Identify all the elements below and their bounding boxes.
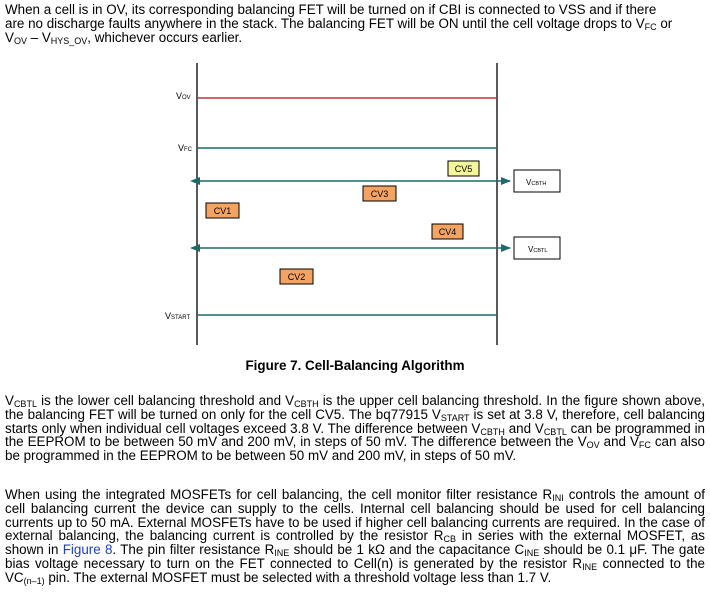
figure-caption: Figure 7. Cell-Balancing Algorithm (245, 358, 465, 373)
vov-subscript: OV (13, 35, 27, 46)
figure-8-link[interactable]: Figure 8 (62, 542, 113, 558)
vov-label: VOV (176, 91, 191, 101)
cv1-label: CV1 (213, 206, 232, 216)
cv2-label: CV2 (287, 272, 306, 282)
cv3-label: CV3 (370, 189, 389, 199)
vcbth-arrow-left-head (190, 177, 200, 185)
intro-line-3-end: , whichever occurs earlier. (87, 29, 243, 45)
cv4-label: CV4 (438, 227, 457, 237)
intro-line-2-end: or (656, 15, 673, 31)
vfc-label: VFC (178, 143, 193, 153)
cell-balancing-diagram (160, 58, 600, 348)
intro-paragraph (5, 3, 705, 44)
vhys-subscript: HYS_OV (50, 35, 88, 46)
paragraph-mosfets: When using the integrated MOSFETs for cell balancing, the cell monitor filter resistance $R_{INI}$ controls the amount of cell balancing current the device can supply to the cells. Internal cell balancing should be used for cell balancing currents up to 50 mA. External MOSFETs have to be used if higher cell balancing currents are required. In the case of external balancing, the balancing current is controlled by the resistor $R_{CB}$ in series with the external MOSFET, as shown in Figure 8. The pin filter resistance $R_{INE}$ should be 1 kΩ and the capacitance $C_{INE}$ should be 0.1 μF. The gate bias voltage necessary to turn on the FET connected to Cell(n) is generated by the resistor $R_{INE}$ connected to the $VC_{(n-1)}$ pin. The external MOSFET must be selected with a threshold voltage less than 1.7 V. (5, 487, 706, 586)
vcbtl-label: VCBTL (528, 245, 548, 254)
vcbtl-arrow-left-head (190, 244, 200, 252)
intro-line-3-mid: – V (26, 29, 51, 45)
paragraph-thresholds: $V_{CBTL}$ is the lower cell balancing threshold and $V_{CBTH}$ is the upper cell balancing threshold. In the figure shown above, the balancing FET will be turned on only for the cell CV5. The bq77915 $V_{START}$ is set at 3.8 V, therefore, cell balancing starts only when individual cell voltages exceed 3.8 V. The difference between $V_{CBTH}$ and $V_{CBTL}$ can be programmed in the EEPROM to be between 50 mV and 200 mV, in steps of 50 mV. The difference between the $V_{OV}$ and $V_{FC}$ can also be programmed in the EEPROM to be between 50 mV and 200 mV, in steps of 50 mV. (5, 393, 705, 464)
vstart-label: VSTART (165, 311, 191, 321)
vcbtl-arrow-right-head (501, 244, 511, 252)
vcbth-arrow-right-head (501, 177, 511, 185)
cv5-label: CV5 (454, 164, 473, 174)
vfc-subscript: FC (644, 21, 657, 32)
vcbth-label: VCBTH (526, 178, 547, 187)
intro-line-2: are no discharge faults anywhere in the stack. The balancing FET will be ON until the cell voltage drops to V (5, 15, 645, 31)
intro-line-1: When a cell is in OV, its corresponding balancing FET will be turned on if CBI is connected to VSS and if there (5, 2, 657, 17)
intro-line-3: V (5, 29, 14, 45)
